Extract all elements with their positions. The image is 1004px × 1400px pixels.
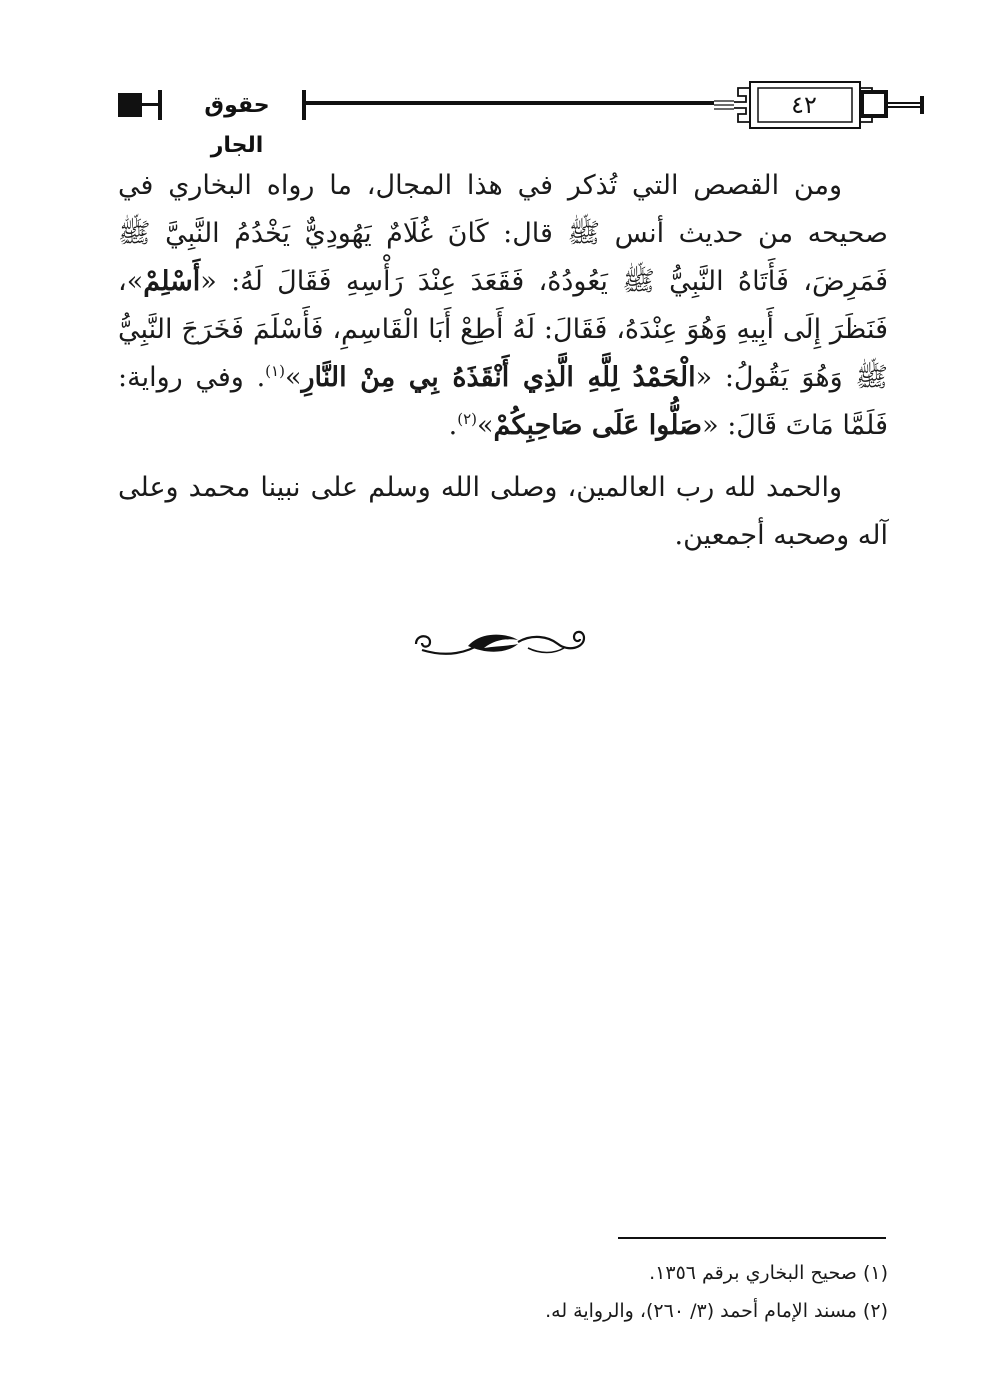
header-square-ornament-left: [118, 93, 142, 117]
header-rule-double: [306, 101, 714, 105]
book-title: حقوق الجار: [204, 93, 270, 158]
hadith-quote: أَسْلِمْ: [143, 266, 201, 297]
header-square-ornament-right: [860, 90, 888, 118]
footnote-2: (٢) مسند الإمام أحمد (٣/ ٢٦٠)، والرواية له.: [545, 1300, 888, 1322]
footnote-separator: [618, 1237, 886, 1239]
page-number: ٤٢: [791, 91, 817, 119]
header-line-left: [142, 103, 158, 106]
header-tick-middle: [302, 90, 306, 120]
footnote-1: (١) صحيح البخاري برقم ١٣٥٦.: [649, 1262, 888, 1284]
text-segment: .: [448, 410, 458, 441]
footnote-reference: (١): [265, 362, 285, 380]
text-segment: ومن القصص التي تُذكر في هذا المجال، ما رواه البخاري في صحيحه من حديث أنس: [118, 170, 888, 249]
text-segment: وَهُوَ يَقُولُ: «: [695, 362, 856, 393]
text-segment: »: [284, 362, 302, 393]
header-tick-left: [158, 90, 162, 120]
honorific-glyph: ﷺ: [855, 362, 888, 393]
honorific-glyph: ﷺ: [622, 266, 655, 297]
decorative-flourish-icon: [408, 624, 596, 658]
paragraph: [118, 464, 888, 560]
footnote-reference: (٢): [457, 410, 478, 428]
page-header: [118, 80, 888, 158]
text-segment: . وفي رواية: فَلَمَّا مَاتَ قَالَ: «: [118, 362, 888, 441]
text-segment: »، فَنَظَرَ إِلَى أَبِيهِ وَهُوَ عِنْدَهُ، فَقَالَ: لَهُ أَطِعْ أَبَا الْقَاسِمِ، فَأَسْلَمَ فَخَرَجَ النَّبِيُّ: [118, 266, 888, 345]
text-segment: »: [477, 410, 494, 441]
text-segment: والحمد لله رب العالمين، وصلى الله وسلم على نبينا محمد وعلى آله وصحبه أجمعين.: [118, 472, 888, 551]
honorific-glyph: ﷺ: [118, 218, 151, 249]
honorific-glyph: ﷺ: [567, 218, 601, 249]
hadith-quote: الْحَمْدُ لِلَّهِ الَّذِي أَنْقَذَهُ بِي مِنْ النَّارِ: [301, 362, 696, 393]
page-number-frame: [714, 80, 944, 130]
footnotes: [300, 1254, 888, 1330]
main-text: [118, 162, 888, 574]
paragraph: [118, 162, 888, 450]
text-segment: يَعُودُهُ، فَقَعَدَ عِنْدَ رَأْسِهِ فَقَالَ لَهُ: «: [200, 266, 623, 297]
hadith-quote: صَلُّوا عَلَى صَاحِبِكُمْ: [493, 410, 703, 441]
text-segment: فَمَرِضَ، فَأَتَاهُ النَّبِيُّ: [654, 266, 888, 297]
text-segment: قال: كَانَ غُلَامٌ يَهُودِيٌّ يَخْدُمُ النَّبِيَّ: [150, 218, 568, 249]
